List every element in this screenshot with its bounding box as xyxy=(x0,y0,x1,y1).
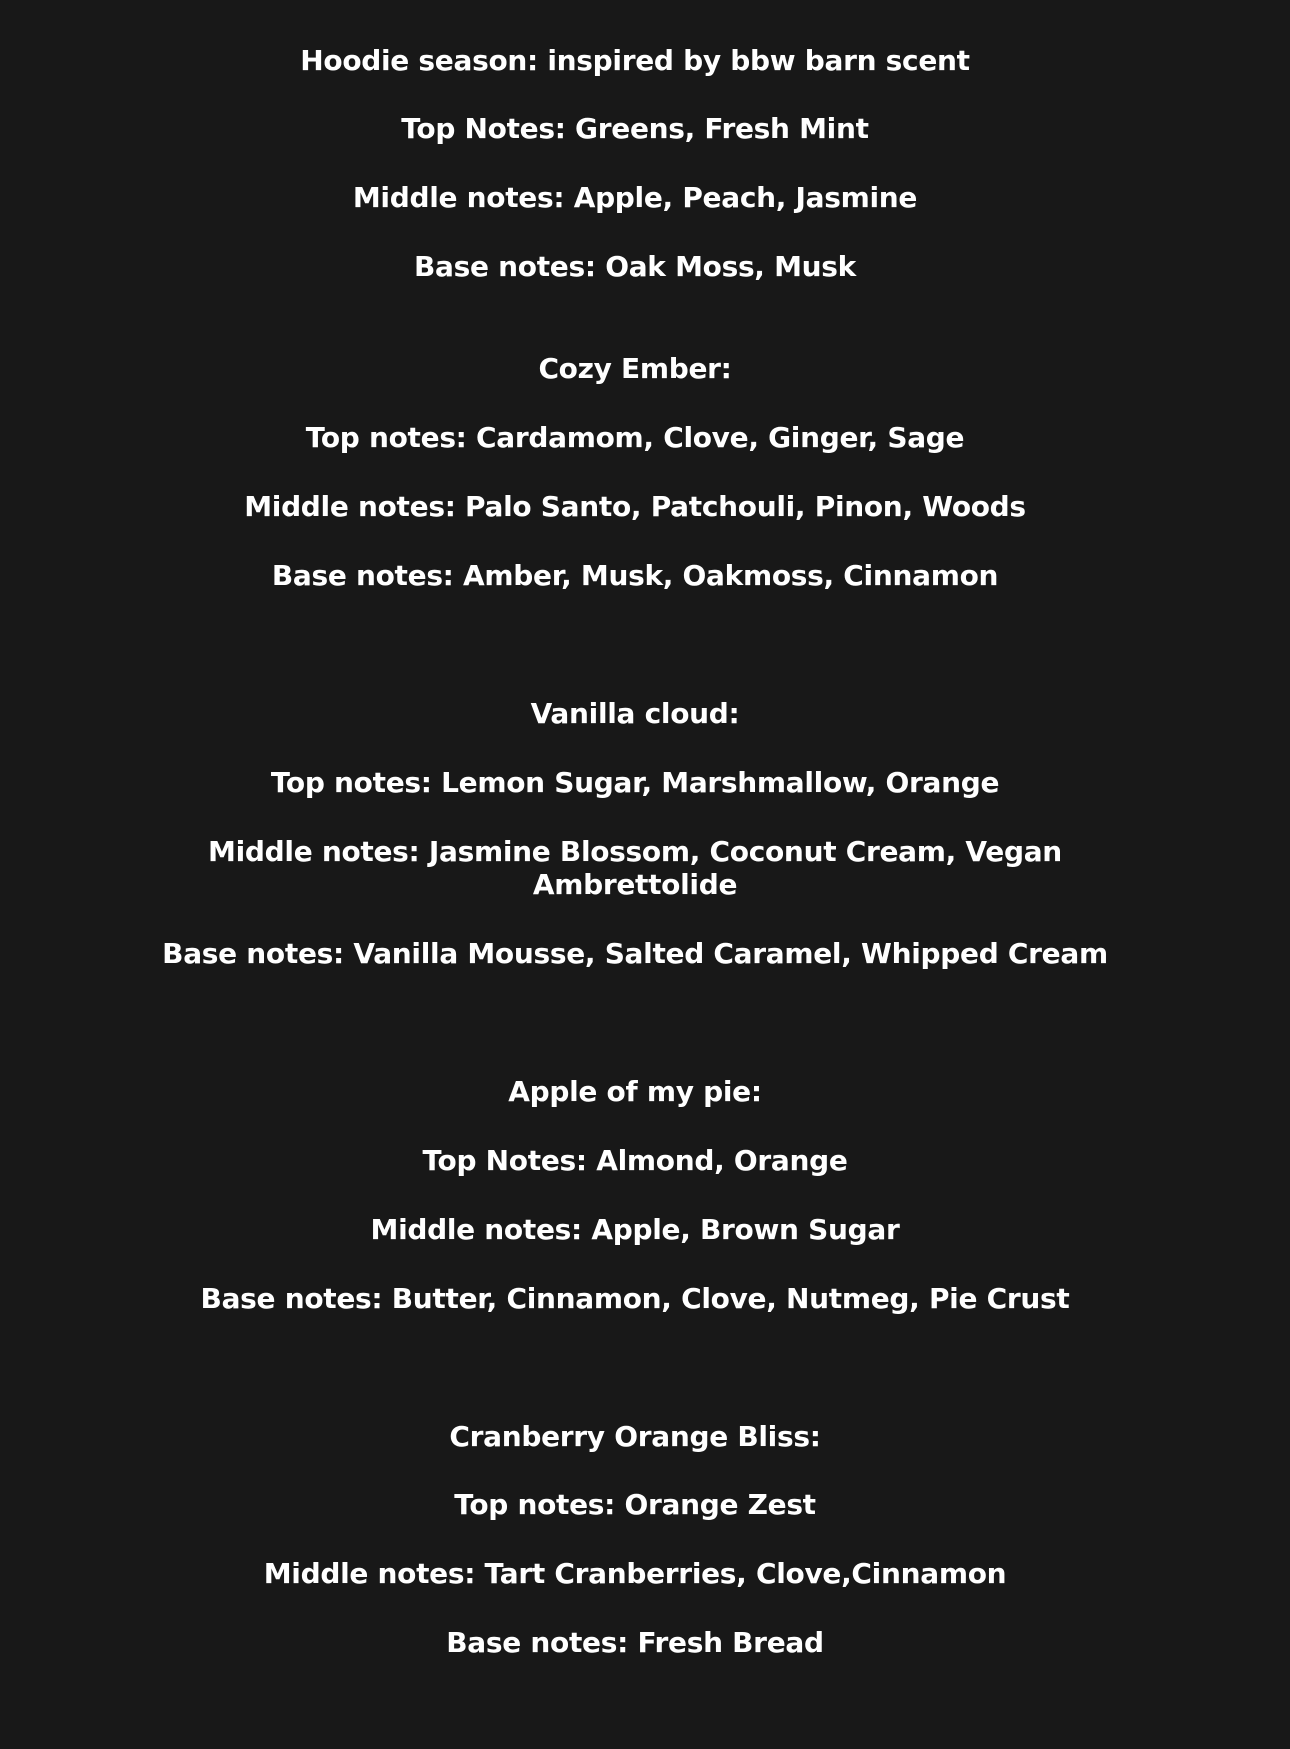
top-notes: Top Notes: Almond, Orange xyxy=(422,1144,848,1177)
scent-title: Vanilla cloud: xyxy=(530,697,740,730)
scent-title: Hoodie season: inspired by bbw barn scent xyxy=(300,44,970,77)
middle-notes: Middle notes: Palo Santo, Patchouli, Pinon, Woods xyxy=(244,490,1026,523)
middle-notes: Middle notes: Jasmine Blossom, Coconut Cream, Vegan xyxy=(208,835,1062,868)
middle-notes: Middle notes: Apple, Brown Sugar xyxy=(370,1213,900,1246)
scent-title: Apple of my pie: xyxy=(508,1075,762,1108)
top-notes: Top notes: Orange Zest xyxy=(454,1488,816,1521)
top-notes: Top notes: Cardamom, Clove, Ginger, Sage xyxy=(305,421,965,454)
top-notes: Top Notes: Greens, Fresh Mint xyxy=(401,112,869,145)
scent-title: Cranberry Orange Bliss: xyxy=(449,1420,821,1453)
scent-title: Cozy Ember: xyxy=(538,352,732,385)
base-notes: Base notes: Fresh Bread xyxy=(446,1626,824,1659)
base-notes: Base notes: Butter, Cinnamon, Clove, Nutmeg, Pie Crust xyxy=(200,1282,1070,1315)
base-notes: Base notes: Oak Moss, Musk xyxy=(414,250,856,283)
base-notes: Base notes: Amber, Musk, Oakmoss, Cinnamon xyxy=(271,559,999,592)
middle-notes: Middle notes: Apple, Peach, Jasmine xyxy=(352,181,918,214)
middle-notes-continued: Ambrettolide xyxy=(532,868,738,901)
base-notes: Base notes: Vanilla Mousse, Salted Caramel, Whipped Cream xyxy=(162,937,1108,970)
middle-notes: Middle notes: Tart Cranberries, Clove,Cinnamon xyxy=(263,1557,1007,1590)
top-notes: Top notes: Lemon Sugar, Marshmallow, Orange xyxy=(270,766,1000,799)
